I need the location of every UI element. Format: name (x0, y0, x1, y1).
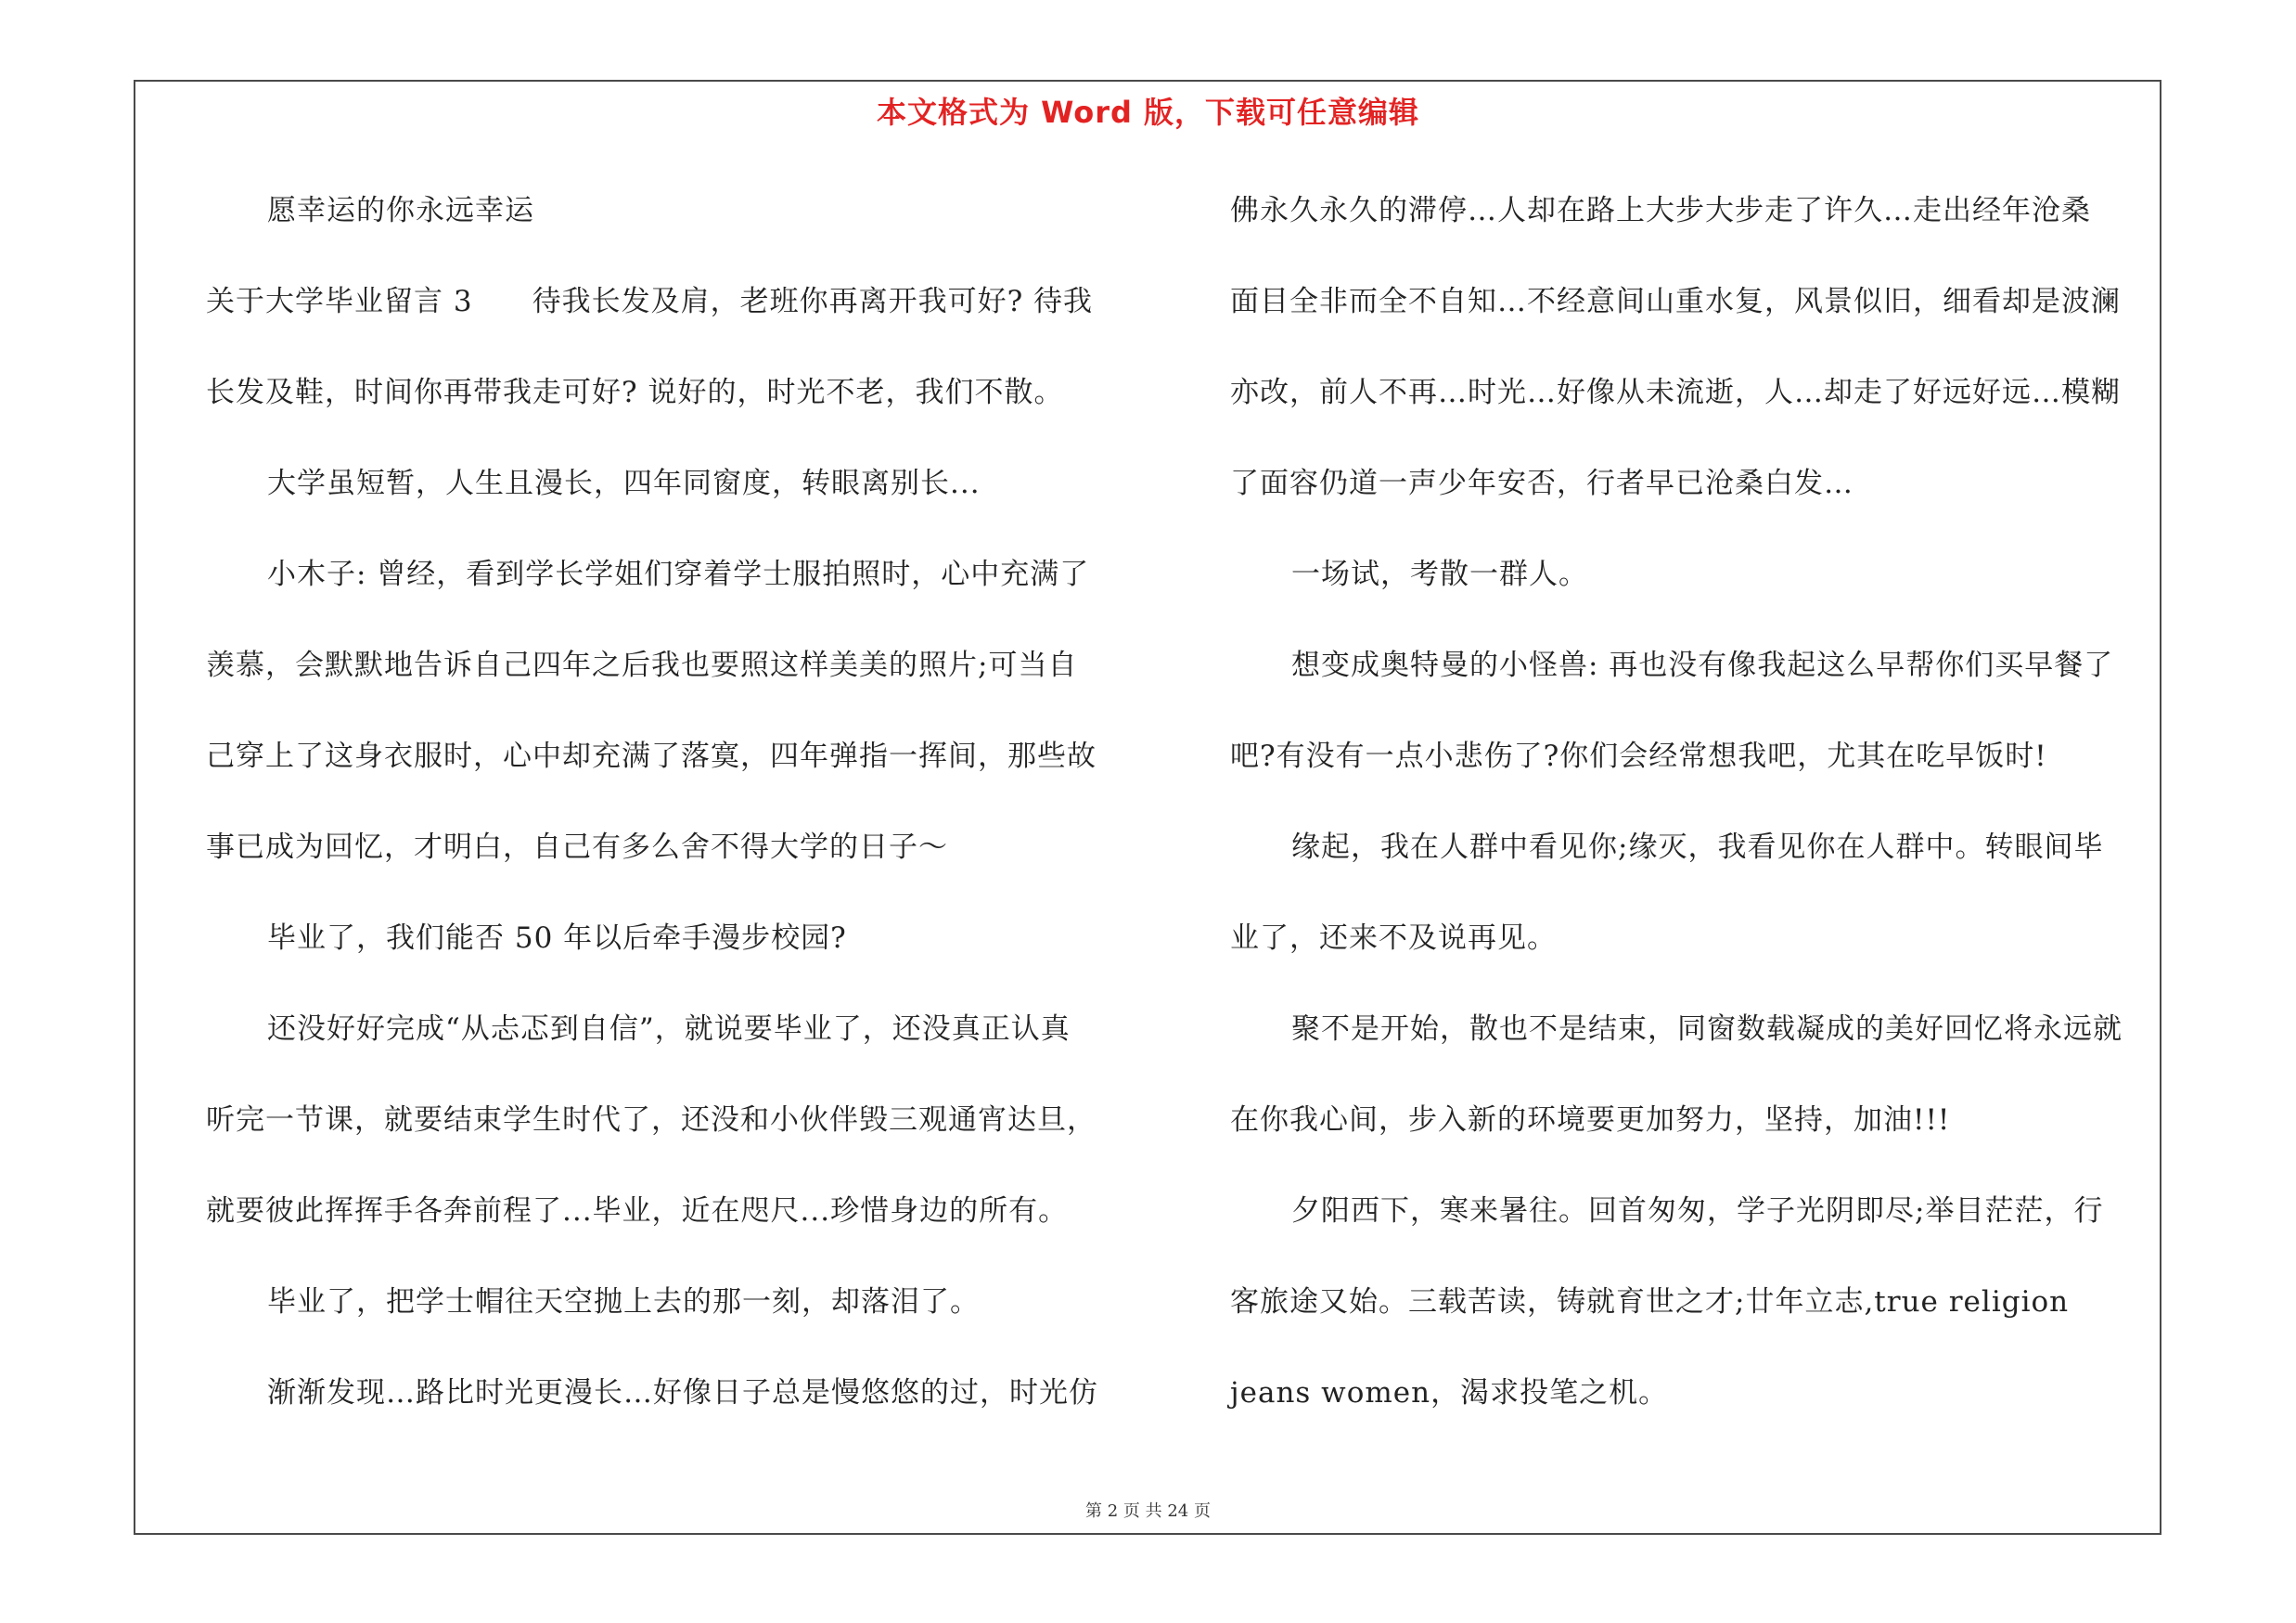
text-line: 羡慕，会默默地告诉自己四年之后我也要照这样美美的照片;可当自 (206, 649, 1078, 682)
text-line: 客旅途又始。三载苦读，铸就育世之才;廿年立志,true religion (1230, 1285, 2070, 1319)
text-line: 就要彼此挥挥手各奔前程了...毕业，近在咫尺...珍惜身边的所有。 (206, 1194, 1069, 1228)
text-line: 缘起，我在人群中看见你;缘灭，我看见你在人群中。转眼间毕 (1291, 831, 2104, 864)
left-text-column (206, 182, 1134, 1455)
text-line: 己穿上了这身衣服时，心中却充满了落寞，四年弹指一挥间，那些故 (206, 740, 1097, 773)
text-line: 大学虽短暂，人生且漫长，四年同窗度，转眼离别长... (267, 467, 981, 500)
format-banner: 本文格式为 Word 版，下载可任意编辑 (876, 95, 1420, 130)
text-line: 愿幸运的你永远幸运 (267, 194, 534, 227)
text-line: 还没好好完成“从忐忑到自信”，就说要毕业了，还没真正认真 (267, 1012, 1071, 1046)
text-line: jeans women，渴求投笔之机。 (1230, 1376, 1669, 1410)
text-line: 夕阳西下，寒来暑往。回首匆匆，学子光阴即尽;举目茫茫，行 (1291, 1194, 2104, 1228)
page-number-footer: 第 2 页 共 24 页 (1085, 1501, 1211, 1521)
text-line: 关于大学毕业留言 3 待我长发及肩，老班你再离开我可好? 待我 (206, 285, 1094, 318)
text-line: 了面容仍道一声少年安否，行者早已沧桑白发… (1230, 467, 1853, 500)
text-line: 面目全非而全不自知…不经意间山重水复，风景似旧，细看却是波澜 (1230, 285, 2121, 318)
text-line: 业了，还来不及说再见。 (1230, 921, 1557, 955)
right-text-column (1230, 182, 2158, 1455)
text-line: 听完一节课，就要结束学生时代了，还没和小伙伴毁三观通宵达旦， (206, 1103, 1097, 1137)
text-line: 想变成奥特曼的小怪兽: 再也没有像我起这么早帮你们买早餐了 (1291, 649, 2114, 682)
text-line: 亦改，前人不再…时光…好像从未流逝，人…却走了好远好远…模糊 (1230, 376, 2121, 409)
text-line: 聚不是开始，散也不是结束，同窗数载凝成的美好回忆将永远就 (1291, 1012, 2123, 1046)
text-line: 佛永久永久的滞停…人却在路上大步大步走了许久…走出经年沧桑 (1230, 194, 2091, 227)
text-line: 小木子: 曾经，看到学长学姐们穿着学士服拍照时，心中充满了 (267, 558, 1090, 591)
text-line: 一场试，考散一群人。 (1291, 558, 1588, 591)
text-line: 吧?有没有一点小悲伤了?你们会经常想我吧，尤其在吃早饭时! (1230, 740, 2047, 773)
text-line: 毕业了，把学士帽往天空抛上去的那一刻，却落泪了。 (267, 1285, 980, 1319)
text-line: 事已成为回忆，才明白，自己有多么舍不得大学的日子～ (206, 831, 948, 864)
text-line: 渐渐发现…路比时光更漫长…好像日子总是慢悠悠的过，时光仿 (267, 1376, 1098, 1410)
text-line: 在你我心间，步入新的环境要更加努力，坚持，加油!!! (1230, 1103, 1951, 1137)
text-line: 毕业了，我们能否 50 年以后牵手漫步校园? (267, 921, 847, 955)
text-line: 长发及鞋，时间你再带我走可好? 说好的，时光不老，我们不散。 (206, 376, 1064, 409)
